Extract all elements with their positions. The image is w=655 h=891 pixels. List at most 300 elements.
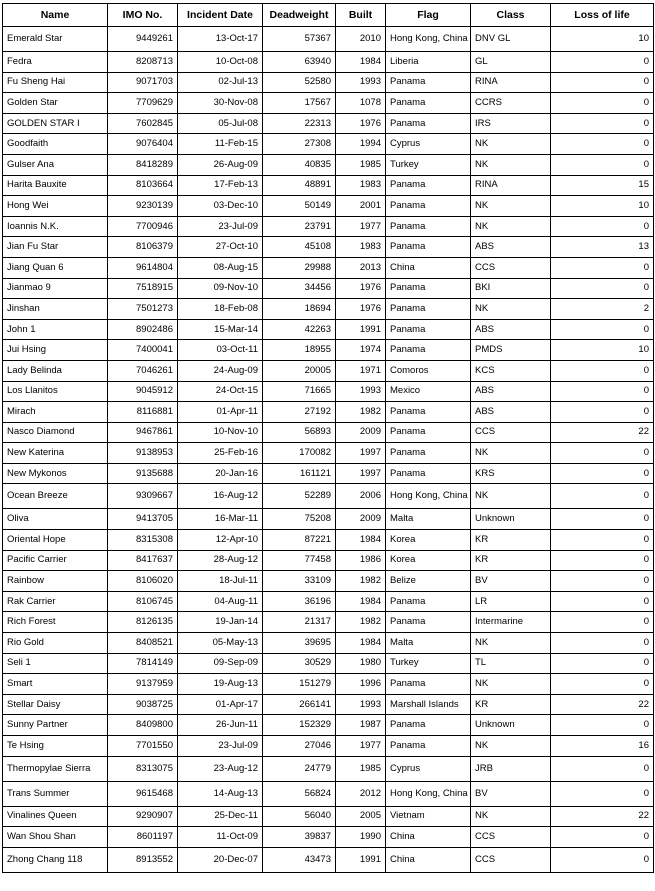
cell-loss-of-life: 0: [551, 550, 654, 571]
cell-incident-date: 26-Aug-09: [178, 154, 263, 175]
table-row: [3, 299, 654, 320]
cell-imo: 7400041: [108, 340, 178, 361]
cell-class: CCS: [471, 827, 551, 848]
cell-built: 1991: [336, 319, 386, 340]
cell-name: Nasco Diamond: [3, 422, 108, 443]
cell-deadweight: 42263: [263, 319, 336, 340]
cell-deadweight: 23791: [263, 216, 336, 237]
cell-imo: 7709629: [108, 93, 178, 114]
cell-deadweight: 39695: [263, 633, 336, 654]
cell-name: Fu Sheng Hai: [3, 72, 108, 93]
cell-flag: Panama: [386, 612, 471, 633]
cell-flag: Belize: [386, 571, 471, 592]
cell-flag: Panama: [386, 340, 471, 361]
cell-built: 1985: [336, 154, 386, 175]
cell-imo: 9467861: [108, 422, 178, 443]
cell-name: Ocean Breeze: [3, 484, 108, 509]
cell-name: Wan Shou Shan: [3, 827, 108, 848]
cell-imo: 8106379: [108, 237, 178, 258]
cell-built: 1986: [336, 550, 386, 571]
cell-flag: Panama: [386, 402, 471, 423]
cell-class: Intermarine: [471, 612, 551, 633]
cell-flag: China: [386, 827, 471, 848]
table-row: [3, 674, 654, 695]
cell-deadweight: 24779: [263, 756, 336, 781]
cell-flag: China: [386, 847, 471, 872]
table-row: [3, 175, 654, 196]
cell-loss-of-life: 0: [551, 278, 654, 299]
cell-built: 1991: [336, 847, 386, 872]
cell-loss-of-life: 0: [551, 319, 654, 340]
cell-name: New Mykonos: [3, 463, 108, 484]
cell-incident-date: 10-Nov-10: [178, 422, 263, 443]
cell-built: 1982: [336, 402, 386, 423]
cell-loss-of-life: 10: [551, 27, 654, 52]
cell-class: NK: [471, 134, 551, 155]
cell-incident-date: 16-Aug-12: [178, 484, 263, 509]
cell-class: NK: [471, 299, 551, 320]
cell-built: 2013: [336, 257, 386, 278]
cell-imo: 7814149: [108, 653, 178, 674]
cell-name: John 1: [3, 319, 108, 340]
cell-class: ABS: [471, 237, 551, 258]
cell-flag: Hong Kong, China: [386, 27, 471, 52]
cell-flag: Malta: [386, 633, 471, 654]
cell-class: KR: [471, 550, 551, 571]
cell-deadweight: 27046: [263, 736, 336, 757]
cell-name: Stellar Daisy: [3, 694, 108, 715]
cell-loss-of-life: 0: [551, 715, 654, 736]
cell-flag: Panama: [386, 93, 471, 114]
cell-flag: Panama: [386, 278, 471, 299]
cell-imo: 8126135: [108, 612, 178, 633]
cell-deadweight: 56040: [263, 806, 336, 827]
cell-class: NK: [471, 674, 551, 695]
cell-deadweight: 27308: [263, 134, 336, 155]
cell-built: 1990: [336, 827, 386, 848]
cell-deadweight: 152329: [263, 715, 336, 736]
cell-imo: 8601197: [108, 827, 178, 848]
cell-flag: Panama: [386, 443, 471, 464]
cell-deadweight: 52289: [263, 484, 336, 509]
cell-built: 1976: [336, 299, 386, 320]
cell-class: KR: [471, 530, 551, 551]
table-row: [3, 736, 654, 757]
cell-incident-date: 10-Oct-08: [178, 52, 263, 73]
cell-imo: 9413705: [108, 509, 178, 530]
cell-incident-date: 08-Aug-15: [178, 257, 263, 278]
cell-deadweight: 48891: [263, 175, 336, 196]
cell-flag: Liberia: [386, 52, 471, 73]
cell-name: Oliva: [3, 509, 108, 530]
cell-class: CCRS: [471, 93, 551, 114]
cell-class: NK: [471, 216, 551, 237]
cell-built: 2009: [336, 509, 386, 530]
cell-class: NK: [471, 443, 551, 464]
cell-imo: 9615468: [108, 781, 178, 806]
cell-class: RINA: [471, 175, 551, 196]
cell-name: Vinalines Queen: [3, 806, 108, 827]
cell-deadweight: 56893: [263, 422, 336, 443]
cell-name: Jian Fu Star: [3, 237, 108, 258]
cell-class: CCS: [471, 847, 551, 872]
cell-loss-of-life: 22: [551, 694, 654, 715]
cell-name: Jiang Quan 6: [3, 257, 108, 278]
cell-incident-date: 14-Aug-13: [178, 781, 263, 806]
table-row: [3, 27, 654, 52]
cell-incident-date: 23-Jul-09: [178, 216, 263, 237]
cell-name: Smart: [3, 674, 108, 695]
table-row: [3, 530, 654, 551]
cell-built: 1983: [336, 237, 386, 258]
cell-loss-of-life: 0: [551, 633, 654, 654]
cell-incident-date: 20-Jan-16: [178, 463, 263, 484]
cell-built: 1984: [336, 52, 386, 73]
table-row: [3, 756, 654, 781]
cell-imo: 9038725: [108, 694, 178, 715]
cell-deadweight: 50149: [263, 196, 336, 217]
cell-class: NK: [471, 154, 551, 175]
cell-incident-date: 27-Oct-10: [178, 237, 263, 258]
cell-built: 1980: [336, 653, 386, 674]
cell-deadweight: 27192: [263, 402, 336, 423]
cell-incident-date: 25-Dec-11: [178, 806, 263, 827]
table-row: [3, 827, 654, 848]
cell-class: ABS: [471, 402, 551, 423]
cell-deadweight: 18955: [263, 340, 336, 361]
table-row: [3, 484, 654, 509]
cell-class: NK: [471, 633, 551, 654]
cell-built: 1974: [336, 340, 386, 361]
cell-imo: 8106020: [108, 571, 178, 592]
header-name: Name: [3, 4, 108, 27]
cell-flag: Turkey: [386, 653, 471, 674]
cell-imo: 9614804: [108, 257, 178, 278]
cell-incident-date: 23-Jul-09: [178, 736, 263, 757]
cell-deadweight: 56824: [263, 781, 336, 806]
table-row: [3, 591, 654, 612]
table-row: [3, 612, 654, 633]
cell-name: Rich Forest: [3, 612, 108, 633]
cell-built: 1996: [336, 674, 386, 695]
cell-class: PMDS: [471, 340, 551, 361]
cell-built: 1994: [336, 134, 386, 155]
cell-class: NK: [471, 196, 551, 217]
cell-class: KRS: [471, 463, 551, 484]
table-row: [3, 653, 654, 674]
cell-name: Los Llanitos: [3, 381, 108, 402]
cell-name: New Katerina: [3, 443, 108, 464]
table-row: [3, 550, 654, 571]
cell-loss-of-life: 0: [551, 463, 654, 484]
cell-deadweight: 63940: [263, 52, 336, 73]
cell-loss-of-life: 16: [551, 736, 654, 757]
cell-incident-date: 25-Feb-16: [178, 443, 263, 464]
table-row: [3, 257, 654, 278]
cell-built: 1985: [336, 756, 386, 781]
table-row: [3, 216, 654, 237]
cell-class: BV: [471, 571, 551, 592]
cell-built: 1977: [336, 736, 386, 757]
cell-deadweight: 22313: [263, 113, 336, 134]
cell-loss-of-life: 0: [551, 781, 654, 806]
cell-class: IRS: [471, 113, 551, 134]
cell-loss-of-life: 0: [551, 402, 654, 423]
cell-name: Hong Wei: [3, 196, 108, 217]
cell-loss-of-life: 0: [551, 530, 654, 551]
table-row: [3, 422, 654, 443]
cell-deadweight: 170082: [263, 443, 336, 464]
cell-built: 1983: [336, 175, 386, 196]
cell-built: 1984: [336, 633, 386, 654]
table-row: [3, 72, 654, 93]
cell-loss-of-life: 0: [551, 827, 654, 848]
cell-incident-date: 20-Dec-07: [178, 847, 263, 872]
cell-deadweight: 77458: [263, 550, 336, 571]
cell-built: 1982: [336, 571, 386, 592]
cell-flag: Korea: [386, 530, 471, 551]
cell-incident-date: 01-Apr-11: [178, 402, 263, 423]
cell-flag: Panama: [386, 72, 471, 93]
cell-deadweight: 29988: [263, 257, 336, 278]
cell-deadweight: 43473: [263, 847, 336, 872]
cell-loss-of-life: 0: [551, 134, 654, 155]
table-row: [3, 278, 654, 299]
cell-loss-of-life: 0: [551, 509, 654, 530]
cell-class: BKI: [471, 278, 551, 299]
cell-flag: Panama: [386, 113, 471, 134]
cell-flag: Panama: [386, 319, 471, 340]
cell-class: GL: [471, 52, 551, 73]
cell-deadweight: 39837: [263, 827, 336, 848]
cell-name: Te Hsing: [3, 736, 108, 757]
cell-imo: 9309667: [108, 484, 178, 509]
cell-loss-of-life: 0: [551, 847, 654, 872]
cell-imo: 9290907: [108, 806, 178, 827]
table-row: [3, 781, 654, 806]
cell-deadweight: 36196: [263, 591, 336, 612]
cell-loss-of-life: 0: [551, 72, 654, 93]
cell-name: Pacific Carrier: [3, 550, 108, 571]
cell-class: KR: [471, 694, 551, 715]
cell-flag: Panama: [386, 463, 471, 484]
cell-imo: 8106745: [108, 591, 178, 612]
cell-imo: 9045912: [108, 381, 178, 402]
cell-incident-date: 30-Nov-08: [178, 93, 263, 114]
table-row: [3, 694, 654, 715]
cell-built: 1982: [336, 612, 386, 633]
cell-name: Jinshan: [3, 299, 108, 320]
cell-loss-of-life: 0: [551, 216, 654, 237]
cell-class: ABS: [471, 319, 551, 340]
cell-loss-of-life: 0: [551, 653, 654, 674]
cell-flag: Vietnam: [386, 806, 471, 827]
table-row: [3, 847, 654, 872]
cell-deadweight: 45108: [263, 237, 336, 258]
cell-imo: 7518915: [108, 278, 178, 299]
cell-name: Harita Bauxite: [3, 175, 108, 196]
cell-name: Gulser Ana: [3, 154, 108, 175]
cell-loss-of-life: 2: [551, 299, 654, 320]
cell-incident-date: 12-Apr-10: [178, 530, 263, 551]
table-row: [3, 52, 654, 73]
cell-built: 2001: [336, 196, 386, 217]
table-row: [3, 93, 654, 114]
cell-name: Fedra: [3, 52, 108, 73]
cell-built: 1976: [336, 113, 386, 134]
cell-flag: Mexico: [386, 381, 471, 402]
table-row: [3, 196, 654, 217]
cell-name: Trans Summer: [3, 781, 108, 806]
header-loss-of-life: Loss of life: [551, 4, 654, 27]
cell-incident-date: 18-Feb-08: [178, 299, 263, 320]
cell-loss-of-life: 0: [551, 52, 654, 73]
cell-loss-of-life: 0: [551, 93, 654, 114]
cell-loss-of-life: 15: [551, 175, 654, 196]
cell-loss-of-life: 0: [551, 443, 654, 464]
cell-incident-date: 11-Feb-15: [178, 134, 263, 155]
cell-flag: Panama: [386, 422, 471, 443]
cell-built: 1078: [336, 93, 386, 114]
cell-imo: 7700946: [108, 216, 178, 237]
table-row: [3, 237, 654, 258]
cell-imo: 8417637: [108, 550, 178, 571]
cell-incident-date: 23-Aug-12: [178, 756, 263, 781]
cell-loss-of-life: 0: [551, 113, 654, 134]
cell-loss-of-life: 0: [551, 674, 654, 695]
cell-loss-of-life: 10: [551, 196, 654, 217]
cell-class: CCS: [471, 257, 551, 278]
cell-incident-date: 11-Oct-09: [178, 827, 263, 848]
cell-flag: Hong Kong, China: [386, 781, 471, 806]
cell-class: Unknown: [471, 715, 551, 736]
cell-built: 1997: [336, 443, 386, 464]
cell-built: 1993: [336, 694, 386, 715]
cell-imo: 9076404: [108, 134, 178, 155]
table-row: [3, 340, 654, 361]
cell-incident-date: 16-Mar-11: [178, 509, 263, 530]
cell-loss-of-life: 22: [551, 806, 654, 827]
cell-built: 2006: [336, 484, 386, 509]
cell-flag: Panama: [386, 715, 471, 736]
cell-loss-of-life: 0: [551, 484, 654, 509]
cell-name: Ioannis N.K.: [3, 216, 108, 237]
cell-name: Thermopylae Sierra: [3, 756, 108, 781]
cell-flag: Korea: [386, 550, 471, 571]
cell-name: Golden Star: [3, 93, 108, 114]
cell-imo: 8315308: [108, 530, 178, 551]
table-row: [3, 402, 654, 423]
cell-imo: 9135688: [108, 463, 178, 484]
cell-name: Sunny Partner: [3, 715, 108, 736]
cell-incident-date: 19-Jan-14: [178, 612, 263, 633]
cell-incident-date: 03-Oct-11: [178, 340, 263, 361]
cell-imo: 8902486: [108, 319, 178, 340]
cell-deadweight: 266141: [263, 694, 336, 715]
cell-incident-date: 03-Dec-10: [178, 196, 263, 217]
cell-name: Rainbow: [3, 571, 108, 592]
cell-imo: 9449261: [108, 27, 178, 52]
cell-imo: 9230139: [108, 196, 178, 217]
cell-built: 1977: [336, 216, 386, 237]
cell-deadweight: 75208: [263, 509, 336, 530]
cell-built: 2005: [336, 806, 386, 827]
cell-incident-date: 09-Sep-09: [178, 653, 263, 674]
cell-incident-date: 04-Aug-11: [178, 591, 263, 612]
table-row: [3, 463, 654, 484]
cell-imo: 9137959: [108, 674, 178, 695]
cell-deadweight: 20005: [263, 360, 336, 381]
cell-name: Rak Carrier: [3, 591, 108, 612]
cell-name: Lady Belinda: [3, 360, 108, 381]
cell-imo: 9071703: [108, 72, 178, 93]
cell-class: NK: [471, 806, 551, 827]
table-row: [3, 134, 654, 155]
cell-deadweight: 57367: [263, 27, 336, 52]
cell-loss-of-life: 0: [551, 612, 654, 633]
table-row: [3, 509, 654, 530]
cell-imo: 8409800: [108, 715, 178, 736]
cell-class: CCS: [471, 422, 551, 443]
header-deadweight: Deadweight: [263, 4, 336, 27]
cell-built: 1984: [336, 591, 386, 612]
cell-name: Goodfaith: [3, 134, 108, 155]
cell-incident-date: 19-Aug-13: [178, 674, 263, 695]
cell-built: 2009: [336, 422, 386, 443]
cell-built: 1971: [336, 360, 386, 381]
cell-deadweight: 21317: [263, 612, 336, 633]
table-row: [3, 715, 654, 736]
cell-incident-date: 01-Apr-17: [178, 694, 263, 715]
cell-built: 1993: [336, 72, 386, 93]
cell-incident-date: 05-May-13: [178, 633, 263, 654]
table-row: [3, 443, 654, 464]
cell-imo: 8408521: [108, 633, 178, 654]
cell-loss-of-life: 0: [551, 571, 654, 592]
cell-incident-date: 05-Jul-08: [178, 113, 263, 134]
cell-flag: Cyprus: [386, 134, 471, 155]
cell-flag: Panama: [386, 299, 471, 320]
cell-deadweight: 40835: [263, 154, 336, 175]
cell-imo: 9138953: [108, 443, 178, 464]
cell-name: Zhong Chang 118: [3, 847, 108, 872]
cell-loss-of-life: 0: [551, 360, 654, 381]
cell-flag: Malta: [386, 509, 471, 530]
cell-imo: 8208713: [108, 52, 178, 73]
cell-class: NK: [471, 736, 551, 757]
cell-incident-date: 26-Jun-11: [178, 715, 263, 736]
cell-built: 1997: [336, 463, 386, 484]
cell-imo: 8313075: [108, 756, 178, 781]
cell-deadweight: 151279: [263, 674, 336, 695]
cell-imo: 8913552: [108, 847, 178, 872]
cell-built: 2010: [336, 27, 386, 52]
cell-loss-of-life: 13: [551, 237, 654, 258]
header-class: Class: [471, 4, 551, 27]
table-row: [3, 381, 654, 402]
cell-name: Jianmao 9: [3, 278, 108, 299]
cell-deadweight: 161121: [263, 463, 336, 484]
cell-incident-date: 17-Feb-13: [178, 175, 263, 196]
cell-flag: Panama: [386, 196, 471, 217]
cell-deadweight: 33109: [263, 571, 336, 592]
cell-flag: Marshall Islands: [386, 694, 471, 715]
cell-loss-of-life: 10: [551, 340, 654, 361]
cell-deadweight: 30529: [263, 653, 336, 674]
cell-built: 1993: [336, 381, 386, 402]
cell-deadweight: 18694: [263, 299, 336, 320]
table-row: [3, 633, 654, 654]
